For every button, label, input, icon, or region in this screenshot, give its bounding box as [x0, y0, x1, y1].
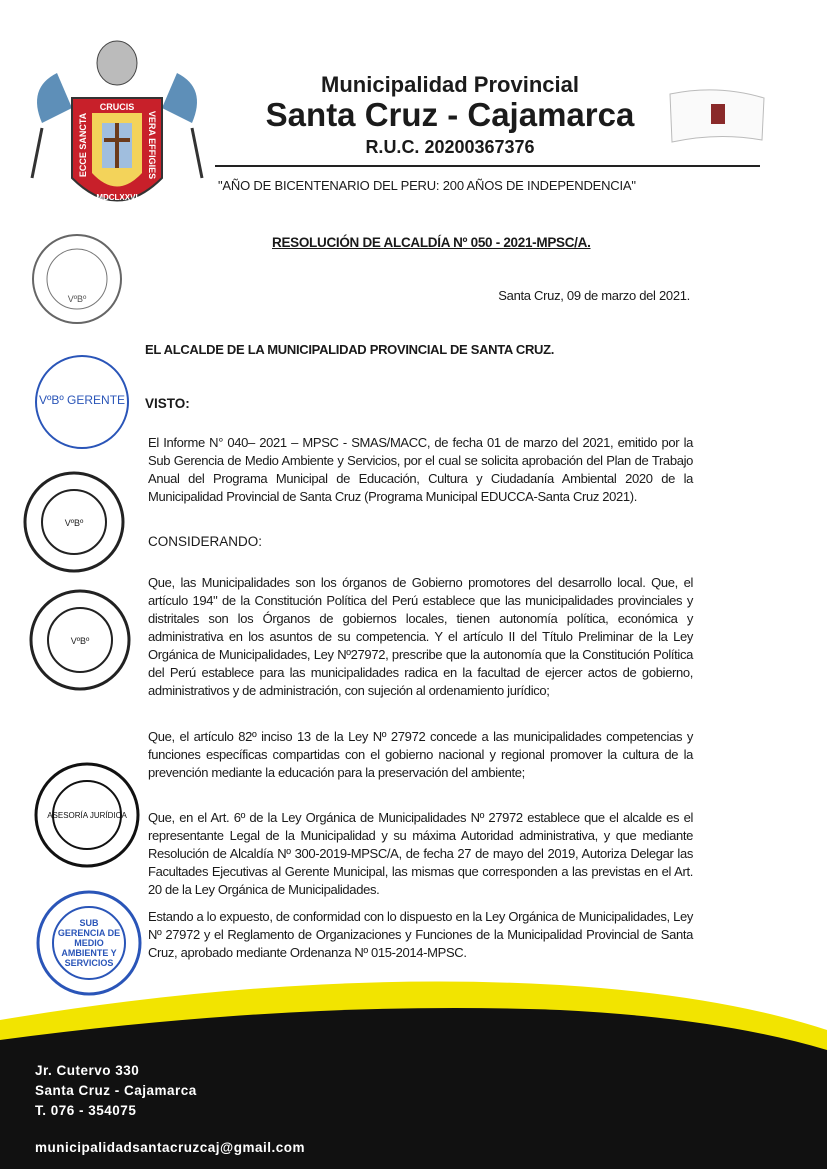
document-date: Santa Cruz, 09 de marzo del 2021. [498, 288, 690, 303]
institution-name-line2: Santa Cruz - Cajamarca [265, 96, 635, 133]
issuer-heading: EL ALCALDE DE LA MUNICIPALIDAD PROVINCIAL DE SANTA CRUZ. [145, 342, 555, 357]
institution-name-line1: Municipalidad Provincial [321, 72, 579, 97]
footer-email[interactable]: municipalidadsantacruzcaj@gmail.com [35, 1140, 305, 1155]
stamp-alcaldia [30, 232, 125, 327]
crest-text-vera-effigies: VERA EFFIGIES [147, 110, 157, 180]
stamp-administracion [22, 470, 127, 575]
crest-text-year: MDCLXXVI [96, 193, 138, 202]
footer-address: Jr. Cutervo 330 [35, 1063, 140, 1078]
stamp-asesoria-juridica [32, 760, 142, 870]
considerando-paragraph-4: Estando a lo expuesto, de conformidad con lo dispuesto en la Ley Orgánica de Municipalidades, Ley Nº 27972 y el Reglamento de Organizaciones y Funciones de la Municipalidad Provincial de Santa Cruz, aprobado mediante Ordenanza Nº 015-2014-MPSC. [148, 909, 693, 960]
considerando-paragraph-2: Que, el artículo 82º inciso 13 de la Ley Nº 27972 concede a las municipalidades competencias y funciones específicas compartidas con el gobierno nacional y regional promover la cultura de la prevención mediante la educación para la preservación del ambiente; [148, 729, 693, 780]
footer-city: Santa Cruz - Cajamarca [35, 1083, 197, 1098]
resolution-title: RESOLUCIÓN DE ALCALDÍA Nº 050 - 2021-MPSC/A. [272, 235, 591, 250]
ruc-number: R.U.C. 20200367376 [365, 137, 535, 157]
header-divider [215, 165, 760, 167]
svg-text:VºBº: VºBº [67, 294, 87, 304]
visto-heading: VISTO: [145, 396, 190, 411]
svg-text:VºBº: VºBº [64, 518, 84, 528]
visto-paragraph: El Informe N° 040– 2021 – MPSC - SMAS/MACC, de fecha 01 de marzo del 2021, emitido por la Sub Gerencia de Medio Ambiente y Servicios, por el cual se solicita aprobación del Plan de Trabajo Anual del Programa Municipal de Educación, Cultura y Ciudadanía Ambiental 2020 de la Municipalidad Provincial de Santa Cruz (Programa Municipal EDUCCA-Santa Cruz 2021). [148, 435, 693, 504]
svg-text:VºBº: VºBº [70, 636, 90, 646]
stamp-medio-ambiente-text: SUB GERENCIA DE MEDIO AMBIENTE Y SERVICIOS [57, 918, 121, 968]
svg-text:ASESORÍA JURÍDICA: ASESORÍA JURÍDICA [47, 811, 127, 820]
stamp-gerente [32, 352, 132, 452]
crest-text-crucis: CRUCIS [99, 102, 135, 112]
footer-phone: T. 076 - 354075 [35, 1103, 137, 1118]
year-motto: "AÑO DE BICENTENARIO DEL PERU: 200 AÑOS DE INDEPENDENCIA" [218, 178, 636, 193]
considerando-paragraph-1: Que, las Municipalidades son los órganos de Gobierno promotores del desarrollo local. Que, el artículo 194" de la Constitución Política del Perú establece que las municipalidades provinciales y distritales son los Órganos de gobiernos locales, tienen autonomía política, económica y administrativa en los asuntos de su competencia. Y el artículo II del Título Preliminar de la Ley Orgánica de Municipalidades, Ley Nº27972, prescribe que la autonomía que la Constitución Política del Perú establece para las municipalidades radica en la facultad de ejercer actos de gobierno, administrativos y de administración, con sujeción al ordenamiento jurídico; [148, 575, 693, 698]
considerando-paragraph-3: Que, en el Art. 6º de la Ley Orgánica de Municipalidades Nº 27972 establece que el alcalde es el representante Legal de la Municipalidad y su máxima Autoridad administrativa, y que mediante Resolución de Alcaldía Nº 300-2019-MPSC/A, de fecha 27 de mayo del 2019, Autoriza Delegar las Facultades Ejecutivas al Gerente Municipal, las mismas que corresponden a las previstas en el Art. 20 de la Ley Orgánica de Municipalidades. [148, 810, 693, 897]
svg-text:VºBº GERENTE: VºBº GERENTE [38, 393, 126, 407]
considerando-heading: CONSIDERANDO: [148, 534, 263, 549]
crest-text-ecce-sancta: ECCE SANCTA [78, 112, 88, 178]
stamp-presupuesto [28, 588, 133, 693]
flag-icon [668, 88, 766, 144]
